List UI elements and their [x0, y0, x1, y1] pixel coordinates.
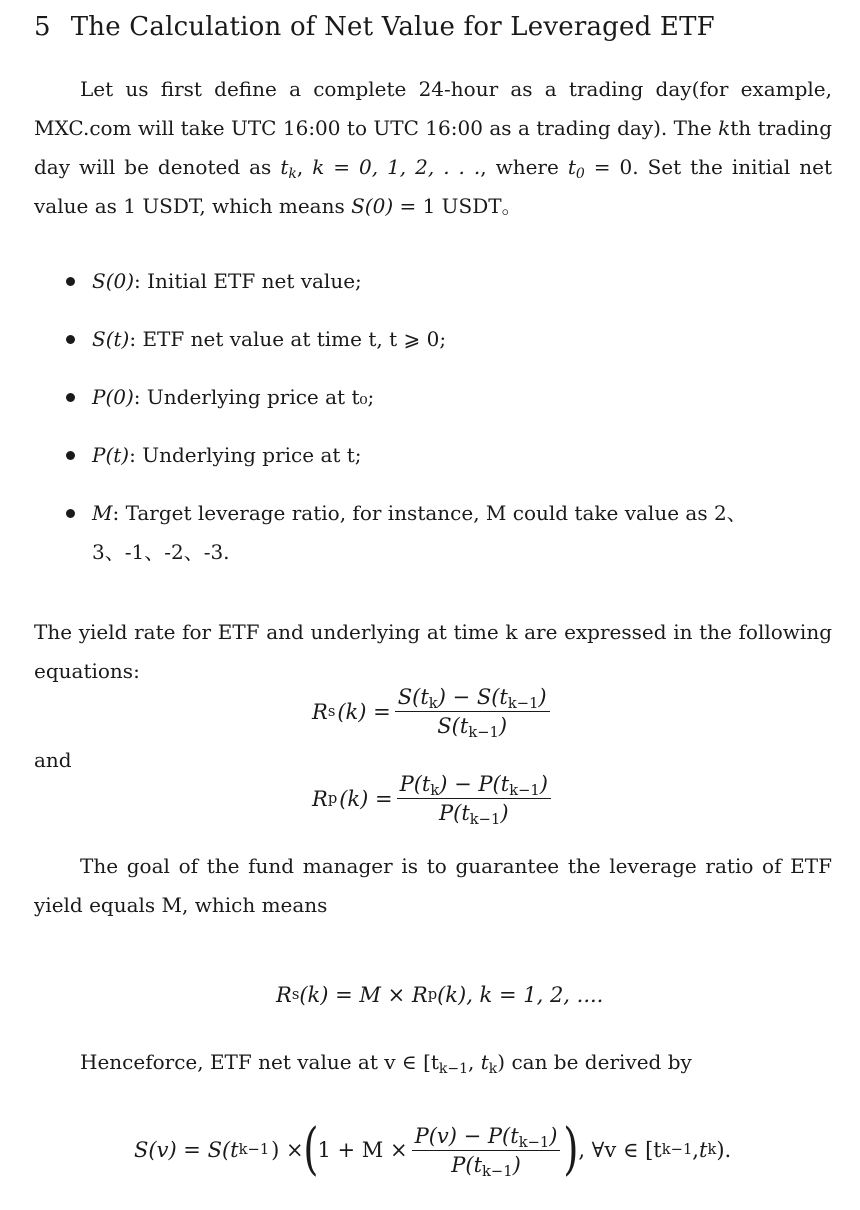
k-sequence: k = 0, 1, 2, . . .	[312, 155, 481, 179]
s0-symbol: S(0)	[351, 194, 394, 218]
section-heading	[34, 12, 715, 42]
left-paren-icon: (	[302, 1117, 319, 1182]
definition-list	[62, 262, 832, 572]
intro-text-4: . Set the initial net value as 1 USDT, which means	[34, 155, 833, 218]
list-item: P(0): Underlying price at t₀;	[62, 378, 832, 417]
goal-paragraph: The goal of the fund manager is to guarantee the leverage ratio of ETF yield equals M, which means	[34, 854, 832, 917]
bullet-icon	[66, 451, 75, 460]
intro-paragraph: Let us first define a complete 24-hour as a trading day(for example, MXC.com will take UTC 16:00 to UTC 16:00 as a trading day). The kth trading day will be denoted as $t_k$, k = 0, 1, 2, . . ., where $t_0 = 0$. Set the initial net value as 1 USDT, which means S(0) = 1 USDT。	[34, 77, 833, 218]
tk-symbol: $t_k$	[280, 155, 297, 182]
fraction: $\frac{P(v) - P(t_{k-1})}{P(t_{k-1})}$	[412, 1124, 561, 1177]
fraction: $\frac{P(t_k) - P(t_{k-1})}{P(t_{k-1})}$	[397, 772, 551, 825]
intro-text-5: = 1 USDT。	[393, 194, 522, 218]
list-item: M: Target leverage ratio, for instance, M could take value as 2、3、-1、-2、-3.	[62, 494, 832, 572]
k-symbol: k	[718, 116, 731, 140]
list-item: S(0): Initial ETF net value;	[62, 262, 832, 301]
equation-rs: R s (k) = $\frac{S(t_k) - S(t_{k-1})}{S(t_{k-1})}$	[312, 685, 554, 738]
intro-text-1: Let us first define a complete 24-hour as a trading day(for example, MXC.com will take UTC 16:00 to UTC 16:00 as a trading day). The	[34, 77, 832, 140]
fraction: $\frac{S(t_k) - S(t_{k-1})}{S(t_{k-1})}$	[395, 685, 550, 738]
equation-rp: R p (k) = $\frac{P(t_k) - P(t_{k-1})}{P(t_{k-1})}$	[312, 772, 555, 825]
section-number: 5	[34, 12, 51, 42]
t0-value: = 0	[584, 155, 633, 179]
equation-net-value: S(v) = S(t k−1 ) × ( 1 + M × $\frac{P(v) - P(t_{k-1})}{P(t_{k-1})}$ ) , ∀v ∈ [t k−1 , t k ).	[134, 1117, 732, 1182]
yield-paragraph: The yield rate for ETF and underlying at time k are expressed in the following equations:	[34, 620, 832, 683]
intro-text-2: th trading day will be denoted as	[34, 116, 832, 179]
bullet-icon	[66, 509, 75, 518]
bullet-icon	[66, 393, 75, 402]
bullet-icon	[66, 277, 75, 286]
t0-symbol: $t_0$	[567, 155, 585, 182]
equation-leverage: R s (k) = M × R p (k), k = 1, 2, ....	[276, 983, 604, 1007]
right-paren-icon: )	[563, 1117, 580, 1182]
bullet-icon	[66, 335, 75, 344]
and-label: and	[34, 748, 72, 772]
list-item: S(t): ETF net value at time t, t ⩾ 0;	[62, 320, 832, 359]
intro-text-3: , where	[480, 155, 568, 179]
list-item: P(t): Underlying price at t;	[62, 436, 832, 475]
henceforce-paragraph: Henceforce, ETF net value at v ∈ [$t_{k-1}$, $t_k$) can be derived by	[80, 1050, 692, 1077]
section-title: The Calculation of Net Value for Leveraged ETF	[70, 12, 715, 42]
